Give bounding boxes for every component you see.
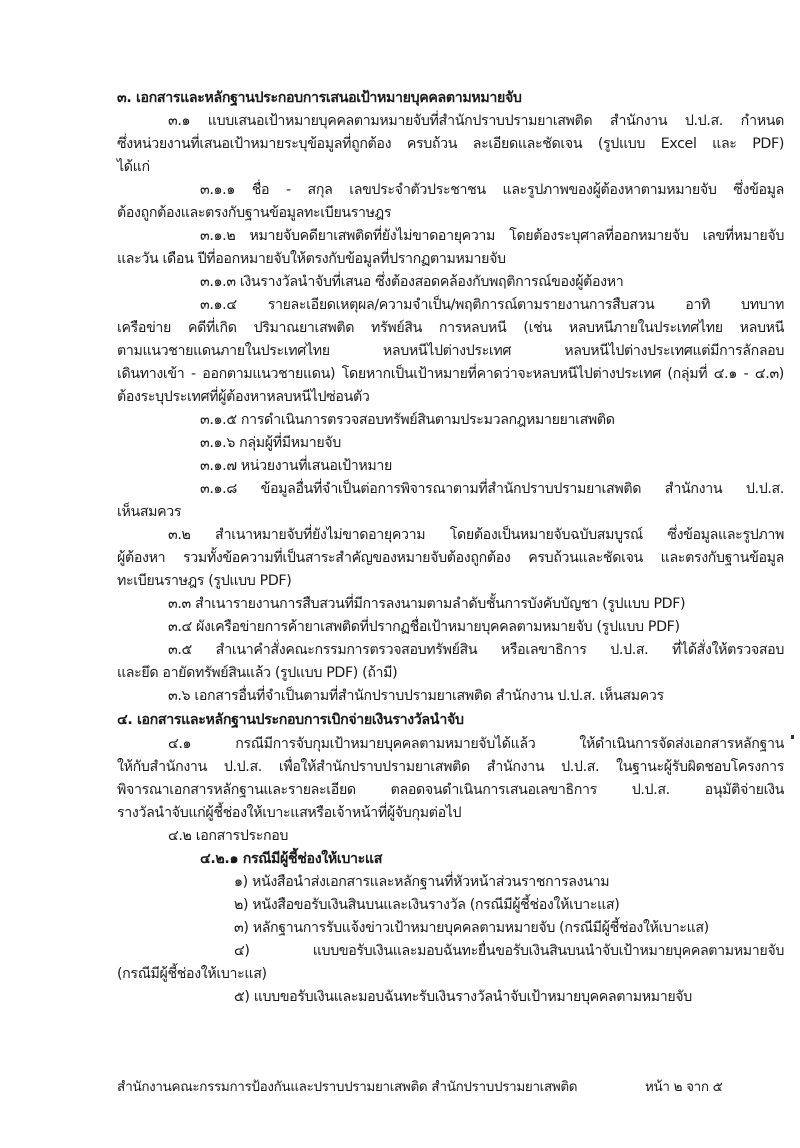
footer-page-number: หน้า ๒ จาก ๕ (645, 1079, 723, 1095)
para-3-2-line-3: ทะเบียนราษฎร (รูปแบบ PDF) (117, 573, 292, 589)
para-3-1-4-line-3: ตามแนวชายแดนภายในประเทศไทย หลบหนีไปต่างประเทศ หลบหนีไปต่างประเทศแต่มีการลักลอบ (117, 343, 784, 359)
para-3-1-2-line-1: ๓.๑.๒ หมายจับคดียาเสพติดที่ยังไม่ขาดอายุความ โดยต้องระบุศาลที่ออกหมายจับ เลขที่หมายจับ (200, 228, 784, 244)
para-4-1-line-2: ให้กับสำนักงาน ป.ป.ส. เพื่อให้สำนักปราบปรามยาเสพติด สำนักงาน ป.ป.ส. ในฐานะผู้รับผิดชอบโครงการ (117, 759, 784, 775)
para-3-6: ๓.๖ เอกสารอื่นที่จำเป็นตามที่สำนักปราบปรามยาเสพติด สำนักงาน ป.ป.ส. เห็นสมควร (168, 688, 664, 704)
para-3-2-line-1: ๓.๒ สำเนาหมายจับที่ยังไม่ขาดอายุความ โดยต้องเป็นหมายจับฉบับสมบูรณ์ ซึ่งข้อมูลและรูปภาพ (168, 527, 784, 543)
list-item: ๑) หนังสือนำส่งเอกสารและหลักฐานที่หัวหน้าส่วนราชการลงนาม (234, 874, 610, 890)
para-3-1-line-3: ได้แก่ (117, 159, 150, 175)
para-3-1-4-line-4: เดินทางเข้า - ออกตามแนวชายแดน) โดยหากเป็นเป้าหมายที่คาดว่าจะหลบหนีไปต่างประเทศ (กลุ่มที่ ๔.๑ - ๔.๓) (117, 366, 784, 382)
para-4-1-line-4: รางวัลนำจับแก่ผู้ชี้ช่องให้เบาะแสหรือเจ้าหน้าที่ผู้จับกุมต่อไป (117, 805, 462, 821)
para-3-3: ๓.๓ สำเนารายงานการสืบสวนที่มีการลงนามตามลำดับชั้นการบังคับบัญชา (รูปแบบ PDF) (168, 596, 686, 612)
para-4-1-line-1: ๔.๑ กรณีมีการจับกุมเป้าหมายบุคคลตามหมายจับได้แล้ว ให้ดำเนินการจัดส่งเอกสารหลักฐาน (168, 736, 784, 752)
para-3-1-5: ๓.๑.๕ การดำเนินการตรวจสอบทรัพย์สินตามประมวลกฎหมายยาเสพติด (200, 412, 615, 428)
section-4-heading: ๔. เอกสารและหลักฐานประกอบการเบิกจ่ายเงินรางวัลนำจับ (117, 712, 464, 728)
para-3-1-4-line-2: เครือข่าย คดีที่เกิด ปริมาณยาเสพติด ทรัพย์สิน การหลบหนี (เช่น หลบหนีภายในประเทศไทย หลบหนี (117, 320, 784, 336)
section-3-heading: ๓. เอกสารและหลักฐานประกอบการเสนอเป้าหมายบุคคลตามหมายจับ (117, 90, 522, 106)
footer-agency: สำนักงานคณะกรรมการป้องกันและปราบปรามยาเสพติด สำนักปราบปรามยาเสพติด (117, 1079, 578, 1095)
para-3-1-3: ๓.๑.๓ เงินรางวัลนำจับที่เสนอ ซึ่งต้องสอดคล้องกับพฤติการณ์ของผู้ต้องหา (200, 274, 624, 290)
para-4-2: ๔.๒ เอกสารประกอบ (168, 828, 289, 844)
list-item: ๓) หลักฐานการรับแจ้งข่าวเป้าหมายบุคคลตามหมายจับ (กรณีมีผู้ชี้ช่องให้เบาะแส) (234, 920, 709, 936)
para-3-1-2-line-2: และวัน เดือน ปีที่ออกหมายจับให้ตรงกับข้อมูลที่ปรากฏตามหมายจับ (117, 251, 506, 267)
para-3-1-line-1: ๓.๑ แบบเสนอเป้าหมายบุคคลตามหมายจับที่สำนักปราบปรามยาเสพติด สำนักงาน ป.ป.ส. กำหนด (168, 113, 784, 129)
para-3-1-8-line-2: เห็นสมควร (117, 504, 182, 520)
para-3-5-line-2: และยึด อายัดทรัพย์สินแล้ว (รูปแบบ PDF) (ถ้ามี) (117, 665, 398, 681)
para-3-5-line-1: ๓.๕ สำเนาคำสั่งคณะกรรมการตรวจสอบทรัพย์สิน หรือเลขาธิการ ป.ป.ส. ที่ได้สั่งให้ตรวจสอบ (168, 642, 784, 658)
para-4-1-line-3: พิจารณาเอกสารหลักฐานและรายละเอียด ตลอดจนดำเนินการเสนอเลขาธิการ ป.ป.ส. อนุมัติจ่ายเงิน (117, 782, 784, 798)
list-item-continuation: (กรณีมีผู้ชี้ช่องให้เบาะแส) (117, 966, 267, 982)
list-item: ๕) แบบขอรับเงินและมอบฉันทะรับเงินรางวัลนำจับเป้าหมายบุคคลตามหมายจับ (234, 989, 692, 1005)
para-3-1-8-line-1: ๓.๑.๘ ข้อมูลอื่นที่จำเป็นต่อการพิจารณาตามที่สำนักปราบปรามยาเสพติด สำนักงาน ป.ป.ส. (200, 481, 784, 497)
para-4-2-1-heading: ๔.๒.๑ กรณีมีผู้ชี้ช่องให้เบาะแส (200, 851, 383, 867)
list-item: ๔) แบบขอรับเงินและมอบฉันทะยื่นขอรับเงินสินบนนำจับเป้าหมายบุคคลตามหมายจับ (234, 943, 784, 959)
para-3-1-4-line-5: ต้องระบุประเทศที่ผู้ต้องหาหลบหนีไปซ่อนตัว (117, 389, 370, 405)
list-item: ๒) หนังสือขอรับเงินสินบนและเงินรางวัล (กรณีมีผู้ชี้ช่องให้เบาะแส) (234, 897, 620, 913)
para-3-1-line-2: ซึ่งหน่วยงานที่เสนอเป้าหมายระบุข้อมูลที่ถูกต้อง ครบถ้วน ละเอียดและชัดเจน (รูปแบบ Excel และ PDF) (117, 136, 784, 152)
scan-mark (791, 735, 794, 739)
para-3-4: ๓.๔ ผังเครือข่ายการค้ายาเสพติดที่ปรากฏชื่อเป้าหมายบุคคลตามหมายจับ (รูปแบบ PDF) (168, 619, 680, 635)
para-3-1-6: ๓.๑.๖ กลุ่มผู้ที่มีหมายจับ (200, 435, 341, 451)
para-3-1-7: ๓.๑.๗ หน่วยงานที่เสนอเป้าหมาย (200, 458, 392, 474)
para-3-1-4-line-1: ๓.๑.๔ รายละเอียดเหตุผล/ความจำเป็น/พฤติการณ์ตามรายงานการสืบสวน อาทิ บทบาท (200, 297, 784, 313)
para-3-1-1-line-1: ๓.๑.๑ ชื่อ - สกุล เลขประจำตัวประชาชน และรูปภาพของผู้ต้องหาตามหมายจับ ซึ่งข้อมูล (200, 182, 784, 198)
para-3-2-line-2: ผู้ต้องหา รวมทั้งข้อความที่เป็นสาระสำคัญของหมายจับต้องถูกต้อง ครบถ้วนและชัดเจน และตรงกับฐานข้อมูล (117, 550, 784, 566)
para-3-1-1-line-2: ต้องถูกต้องและตรงกับฐานข้อมูลทะเบียนราษฎร (117, 205, 392, 221)
